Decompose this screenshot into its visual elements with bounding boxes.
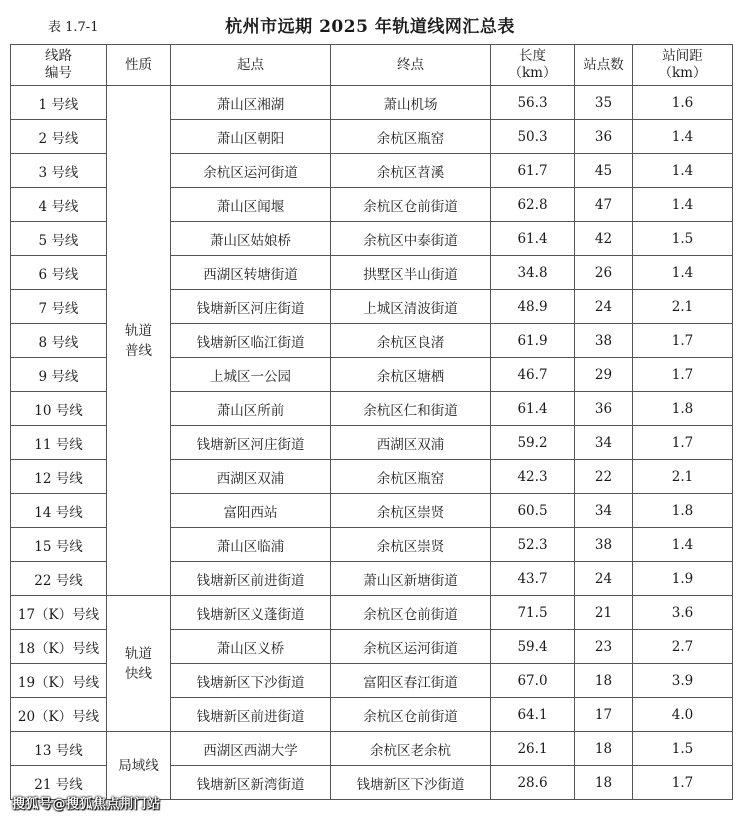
station-count-cell: 24 [575, 290, 633, 324]
end-point-cell: 余杭区崇贤 [331, 494, 491, 528]
line-number-cell: 8 号线 [11, 324, 107, 358]
length-cell: 61.9 [491, 324, 575, 358]
line-number-cell: 17（K）号线 [11, 596, 107, 630]
line-number-cell: 18（K）号线 [11, 630, 107, 664]
table-number: 表 1.7-1 [48, 20, 99, 35]
start-point-cell: 萧山区闻堰 [171, 188, 331, 222]
station-count-cell: 29 [575, 358, 633, 392]
end-point-cell: 余杭区中泰街道 [331, 222, 491, 256]
station-count-cell: 36 [575, 392, 633, 426]
station-count-cell: 35 [575, 86, 633, 120]
line-type-label: 轨道 [125, 645, 152, 662]
start-point-cell: 钱塘新区下沙街道 [171, 664, 331, 698]
end-point-cell: 余杭区仓前街道 [331, 698, 491, 732]
start-point-cell: 萧山区姑娘桥 [171, 222, 331, 256]
length-cell: 43.7 [491, 562, 575, 596]
table-caption [0, 10, 740, 40]
station-count-cell: 34 [575, 494, 633, 528]
end-point-cell: 余杭区仓前街道 [331, 596, 491, 630]
start-point-cell: 西湖区双浦 [171, 460, 331, 494]
header-spacing: 站间距 （km） [633, 45, 733, 86]
line-type-cell [107, 596, 171, 732]
line-number-cell: 11 号线 [11, 426, 107, 460]
station-spacing-cell: 1.7 [633, 324, 733, 358]
end-point-cell: 余杭区良渚 [331, 324, 491, 358]
start-point-cell: 钱塘新区河庄街道 [171, 290, 331, 324]
end-point-cell: 余杭区塘栖 [331, 358, 491, 392]
end-point-cell: 余杭区运河街道 [331, 630, 491, 664]
length-cell: 48.9 [491, 290, 575, 324]
rail-network-summary-table [10, 44, 733, 800]
station-spacing-cell: 1.8 [633, 494, 733, 528]
length-cell: 26.1 [491, 732, 575, 766]
length-cell: 34.8 [491, 256, 575, 290]
end-point-cell: 余杭区仓前街道 [331, 188, 491, 222]
header-end: 终点 [331, 45, 491, 86]
start-point-cell: 西湖区转塘街道 [171, 256, 331, 290]
station-spacing-cell: 3.6 [633, 596, 733, 630]
line-type-label: 快线 [125, 665, 152, 682]
station-count-cell: 42 [575, 222, 633, 256]
length-cell: 71.5 [491, 596, 575, 630]
end-point-cell: 余杭区瓶窑 [331, 120, 491, 154]
start-point-cell: 钱塘新区前进街道 [171, 562, 331, 596]
station-spacing-cell: 1.6 [633, 86, 733, 120]
start-point-cell: 萧山区义桥 [171, 630, 331, 664]
station-count-cell: 18 [575, 732, 633, 766]
end-point-cell: 余杭区仁和街道 [331, 392, 491, 426]
length-cell: 46.7 [491, 358, 575, 392]
table-row [11, 732, 733, 766]
header-length: 长度 （km） [491, 45, 575, 86]
line-number-cell: 19（K）号线 [11, 664, 107, 698]
station-spacing-cell: 4.0 [633, 698, 733, 732]
length-cell: 59.4 [491, 630, 575, 664]
end-point-cell: 余杭区苕溪 [331, 154, 491, 188]
length-cell: 64.1 [491, 698, 575, 732]
station-count-cell: 36 [575, 120, 633, 154]
end-point-cell: 余杭区瓶窑 [331, 460, 491, 494]
header-stations: 站点数 [575, 45, 633, 86]
station-count-cell: 18 [575, 766, 633, 800]
start-point-cell: 萧山区朝阳 [171, 120, 331, 154]
line-type-cell [107, 732, 171, 800]
station-spacing-cell: 1.9 [633, 562, 733, 596]
station-count-cell: 47 [575, 188, 633, 222]
station-spacing-cell: 1.5 [633, 222, 733, 256]
station-count-cell: 38 [575, 324, 633, 358]
length-cell: 59.2 [491, 426, 575, 460]
station-count-cell: 24 [575, 562, 633, 596]
station-count-cell: 23 [575, 630, 633, 664]
start-point-cell: 余杭区运河街道 [171, 154, 331, 188]
line-number-cell: 14 号线 [11, 494, 107, 528]
length-cell: 67.0 [491, 664, 575, 698]
table-row [11, 596, 733, 630]
start-point-cell: 萧山区临浦 [171, 528, 331, 562]
end-point-cell: 萧山区新塘街道 [331, 562, 491, 596]
start-point-cell: 钱塘新区临江街道 [171, 324, 331, 358]
station-spacing-cell: 1.7 [633, 358, 733, 392]
line-number-cell: 13 号线 [11, 732, 107, 766]
station-count-cell: 45 [575, 154, 633, 188]
start-point-cell: 萧山区所前 [171, 392, 331, 426]
station-spacing-cell: 1.4 [633, 120, 733, 154]
line-number-cell: 4 号线 [11, 188, 107, 222]
station-spacing-cell: 3.9 [633, 664, 733, 698]
length-cell: 28.6 [491, 766, 575, 800]
start-point-cell: 上城区一公园 [171, 358, 331, 392]
station-spacing-cell: 1.4 [633, 256, 733, 290]
end-point-cell: 钱塘新区下沙街道 [331, 766, 491, 800]
start-point-cell: 钱塘新区新湾街道 [171, 766, 331, 800]
start-point-cell: 萧山区湘湖 [171, 86, 331, 120]
start-point-cell: 钱塘新区义蓬街道 [171, 596, 331, 630]
station-count-cell: 26 [575, 256, 633, 290]
station-spacing-cell: 2.7 [633, 630, 733, 664]
line-number-cell: 1 号线 [11, 86, 107, 120]
line-number-cell: 7 号线 [11, 290, 107, 324]
station-spacing-cell: 2.1 [633, 460, 733, 494]
length-cell: 56.3 [491, 86, 575, 120]
header-start: 起点 [171, 45, 331, 86]
line-number-cell: 3 号线 [11, 154, 107, 188]
watermark: 搜狐号@搜狐焦点荆门站 [12, 797, 161, 812]
length-cell: 61.4 [491, 392, 575, 426]
line-type-label: 轨道 [125, 322, 152, 339]
station-count-cell: 22 [575, 460, 633, 494]
length-cell: 42.3 [491, 460, 575, 494]
line-number-cell: 15 号线 [11, 528, 107, 562]
table-row [11, 86, 733, 120]
start-point-cell: 钱塘新区前进街道 [171, 698, 331, 732]
table-title: 杭州市远期 2025 年轨道线网汇总表 [225, 17, 515, 37]
line-number-cell: 12 号线 [11, 460, 107, 494]
end-point-cell: 西湖区双浦 [331, 426, 491, 460]
line-number-cell: 21 号线 [11, 766, 107, 800]
length-cell: 52.3 [491, 528, 575, 562]
station-count-cell: 34 [575, 426, 633, 460]
line-number-cell: 5 号线 [11, 222, 107, 256]
start-point-cell: 钱塘新区河庄街道 [171, 426, 331, 460]
length-cell: 62.8 [491, 188, 575, 222]
station-spacing-cell: 1.4 [633, 528, 733, 562]
station-count-cell: 17 [575, 698, 633, 732]
length-cell: 60.5 [491, 494, 575, 528]
line-number-cell: 6 号线 [11, 256, 107, 290]
line-number-cell: 20（K）号线 [11, 698, 107, 732]
line-number-cell: 22 号线 [11, 562, 107, 596]
end-point-cell: 富阳区春江街道 [331, 664, 491, 698]
length-cell: 50.3 [491, 120, 575, 154]
end-point-cell: 上城区清波街道 [331, 290, 491, 324]
header-type: 性质 [107, 45, 171, 86]
station-count-cell: 38 [575, 528, 633, 562]
line-type-cell [107, 86, 171, 596]
line-number-cell: 9 号线 [11, 358, 107, 392]
line-type-label: 局域线 [118, 757, 159, 774]
end-point-cell: 余杭区崇贤 [331, 528, 491, 562]
station-spacing-cell: 1.7 [633, 426, 733, 460]
station-spacing-cell: 1.8 [633, 392, 733, 426]
station-count-cell: 21 [575, 596, 633, 630]
station-spacing-cell: 1.4 [633, 154, 733, 188]
line-number-cell: 10 号线 [11, 392, 107, 426]
table-body [11, 86, 733, 800]
start-point-cell: 西湖区西湖大学 [171, 732, 331, 766]
header-line-no: 线路 编号 [11, 45, 107, 86]
length-cell: 61.4 [491, 222, 575, 256]
length-cell: 61.7 [491, 154, 575, 188]
station-spacing-cell: 1.4 [633, 188, 733, 222]
end-point-cell: 萧山机场 [331, 86, 491, 120]
end-point-cell: 拱墅区半山街道 [331, 256, 491, 290]
station-spacing-cell: 1.7 [633, 766, 733, 800]
line-number-cell: 2 号线 [11, 120, 107, 154]
station-count-cell: 18 [575, 664, 633, 698]
start-point-cell: 富阳西站 [171, 494, 331, 528]
header-row [11, 45, 733, 86]
line-type-label: 普线 [125, 342, 152, 359]
station-spacing-cell: 2.1 [633, 290, 733, 324]
station-spacing-cell: 1.5 [633, 732, 733, 766]
end-point-cell: 余杭区老余杭 [331, 732, 491, 766]
